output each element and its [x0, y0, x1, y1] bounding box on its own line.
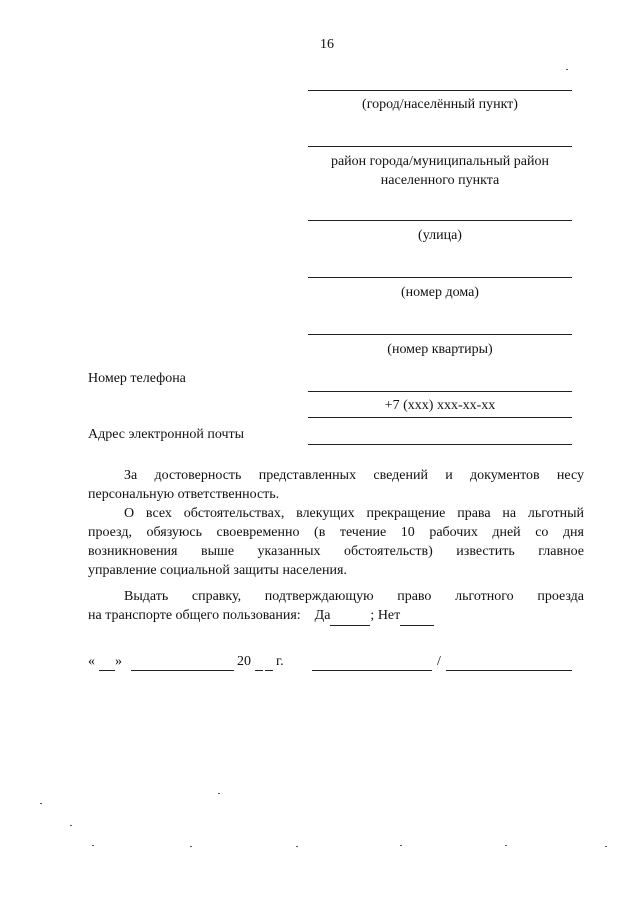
yes-field[interactable]	[330, 606, 370, 626]
year-suffix: г.	[276, 654, 284, 669]
house-input-line[interactable]	[308, 277, 572, 278]
district-label-line2: населенного пункта	[380, 173, 500, 188]
signature-separator: /	[437, 654, 441, 669]
certificate-line1: Выдать справку, подтверждающую право льготного проезда	[124, 589, 584, 604]
date-quote-close: »	[115, 654, 122, 669]
district-input-line[interactable]	[308, 146, 572, 147]
scan-speck	[92, 845, 94, 846]
no-label: Нет	[377, 608, 401, 623]
apartment-input-line[interactable]	[308, 334, 572, 335]
no-field[interactable]	[400, 606, 434, 626]
scan-speck	[566, 69, 568, 70]
scan-speck	[218, 793, 220, 794]
email-input-line[interactable]	[308, 444, 572, 445]
date-quote-open: «	[88, 654, 95, 669]
district-label-line1: район города/муниципальный район	[330, 154, 550, 169]
full-name-field[interactable]	[446, 670, 572, 671]
month-field[interactable]	[131, 670, 234, 671]
scan-speck	[40, 803, 42, 804]
yes-label: Да	[314, 608, 331, 623]
statement-p2-line1: О всех обстоятельствах, влекущих прекращение права на льготный	[124, 506, 584, 521]
scan-speck	[296, 846, 298, 847]
statement-paragraph-2	[88, 504, 584, 580]
city-label: (город/населённый пункт)	[362, 97, 518, 112]
statement-p2-line4: управление социальной защиты населения.	[88, 563, 347, 578]
street-label: (улица)	[418, 228, 462, 243]
statement-p2-line2: проезд, обязуюсь своевременно (в течение 10 рабочих дней со дня	[88, 525, 584, 540]
phone-label: Номер телефона	[88, 371, 186, 386]
statement-p2-line3: возникновения выше указанных обстоятельств) известить главное	[88, 544, 584, 559]
statement-paragraph-1	[88, 466, 584, 504]
certificate-line2-prefix: на транспорте общего пользования:	[88, 608, 301, 623]
page-number: 16	[320, 37, 334, 52]
phone-format-hint: +7 (ххх) ххх-хх-хх	[384, 398, 496, 413]
apartment-label: (номер квартиры)	[387, 342, 493, 357]
scan-speck	[190, 846, 192, 847]
scan-speck	[70, 825, 72, 826]
certificate-line2: на транспорте общего пользования: Да ; Нет	[88, 606, 584, 626]
signature-field[interactable]	[312, 670, 432, 671]
scan-speck	[605, 846, 607, 847]
email-label: Адрес электронной почты	[88, 427, 245, 442]
day-field[interactable]	[99, 670, 115, 671]
statement-p1-line1: За достоверность представленных сведений и документов несу	[124, 468, 584, 483]
house-label: (номер дома)	[401, 285, 479, 300]
scan-speck	[400, 845, 402, 846]
scan-speck	[505, 845, 507, 846]
year-field-digit2[interactable]	[265, 670, 273, 671]
phone-input-line[interactable]	[308, 391, 572, 392]
year-prefix: 20	[237, 654, 251, 669]
street-input-line[interactable]	[308, 220, 572, 221]
city-input-line[interactable]	[308, 90, 572, 91]
statement-p1-line2: персональную ответственность.	[88, 487, 280, 502]
phone-divider	[308, 417, 572, 418]
certificate-request	[88, 587, 584, 626]
year-field-digit1[interactable]	[255, 670, 263, 671]
